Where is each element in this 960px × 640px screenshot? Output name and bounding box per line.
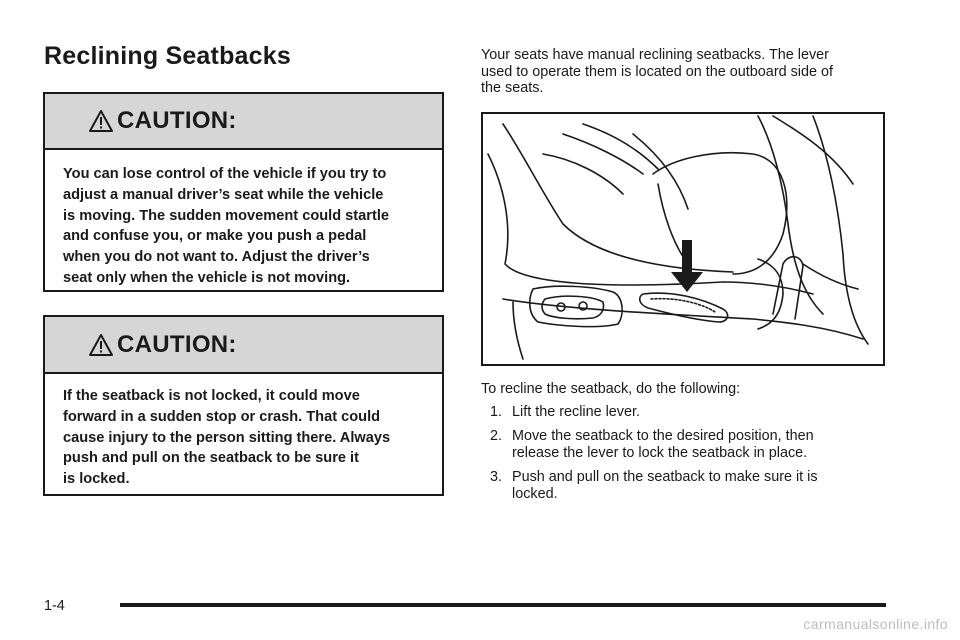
caution-line: and confuse you, or make you push a pedal	[63, 228, 367, 245]
step-text: locked.	[512, 486, 558, 502]
seat-drawing	[483, 114, 883, 364]
warning-triangle-icon	[89, 333, 113, 357]
caution-label: CAUTION:	[117, 330, 237, 358]
list-item	[490, 428, 890, 462]
caution-line: push and pull on the seatback to be sure it	[63, 450, 359, 467]
steps-intro: To recline the seatback, do the following:	[481, 381, 741, 397]
footer-rule	[120, 603, 886, 607]
caution-line: cause injury to the person sitting there. Always	[63, 429, 391, 446]
list-item	[490, 469, 890, 503]
caution-header	[45, 317, 442, 374]
caution-line: seat only when the vehicle is not moving.	[63, 269, 351, 286]
caution-line: is moving. The sudden movement could startle	[63, 207, 389, 224]
step-text: Push and pull on the seatback to make sure it is	[512, 469, 818, 485]
step-text: Lift the recline lever.	[512, 404, 640, 420]
intro-line: Your seats have manual reclining seatbacks. The lever	[481, 47, 829, 63]
page-title: Reclining Seatbacks	[44, 42, 291, 70]
caution-line: If the seatback is not locked, it could move	[63, 388, 360, 404]
caution-box-1	[43, 92, 444, 292]
watermark: carmanualsonline.info	[803, 616, 948, 632]
caution-line: forward in a sudden stop or crash. That could	[63, 408, 381, 425]
page-number: 1-4	[44, 598, 65, 614]
caution-label: CAUTION:	[117, 107, 237, 134]
step-number: 1.	[490, 404, 503, 420]
warning-triangle-icon	[89, 109, 113, 133]
caution-line: You can lose control of the vehicle if you try to	[63, 166, 387, 182]
seat-illustration	[481, 112, 885, 366]
caution-header	[45, 94, 442, 150]
caution-line: adjust a manual driver’s seat while the vehicle	[63, 186, 384, 203]
step-text: Move the seatback to the desired position, then	[512, 428, 814, 444]
step-number: 2.	[490, 428, 503, 444]
intro-line: the seats.	[481, 80, 544, 97]
caution-line: is locked.	[63, 471, 130, 488]
caution-text	[45, 374, 442, 490]
list-item	[490, 404, 890, 421]
caution-text	[45, 150, 442, 289]
intro-paragraph	[481, 47, 891, 97]
intro-line: used to operate them is located on the outboard side of	[481, 63, 834, 80]
caution-box-2	[43, 315, 444, 496]
caution-line: when you do not want to. Adjust the driver’s	[63, 249, 370, 266]
step-number: 3.	[490, 469, 503, 485]
step-text: release the lever to lock the seatback in place.	[512, 445, 808, 461]
steps-list	[490, 404, 890, 510]
